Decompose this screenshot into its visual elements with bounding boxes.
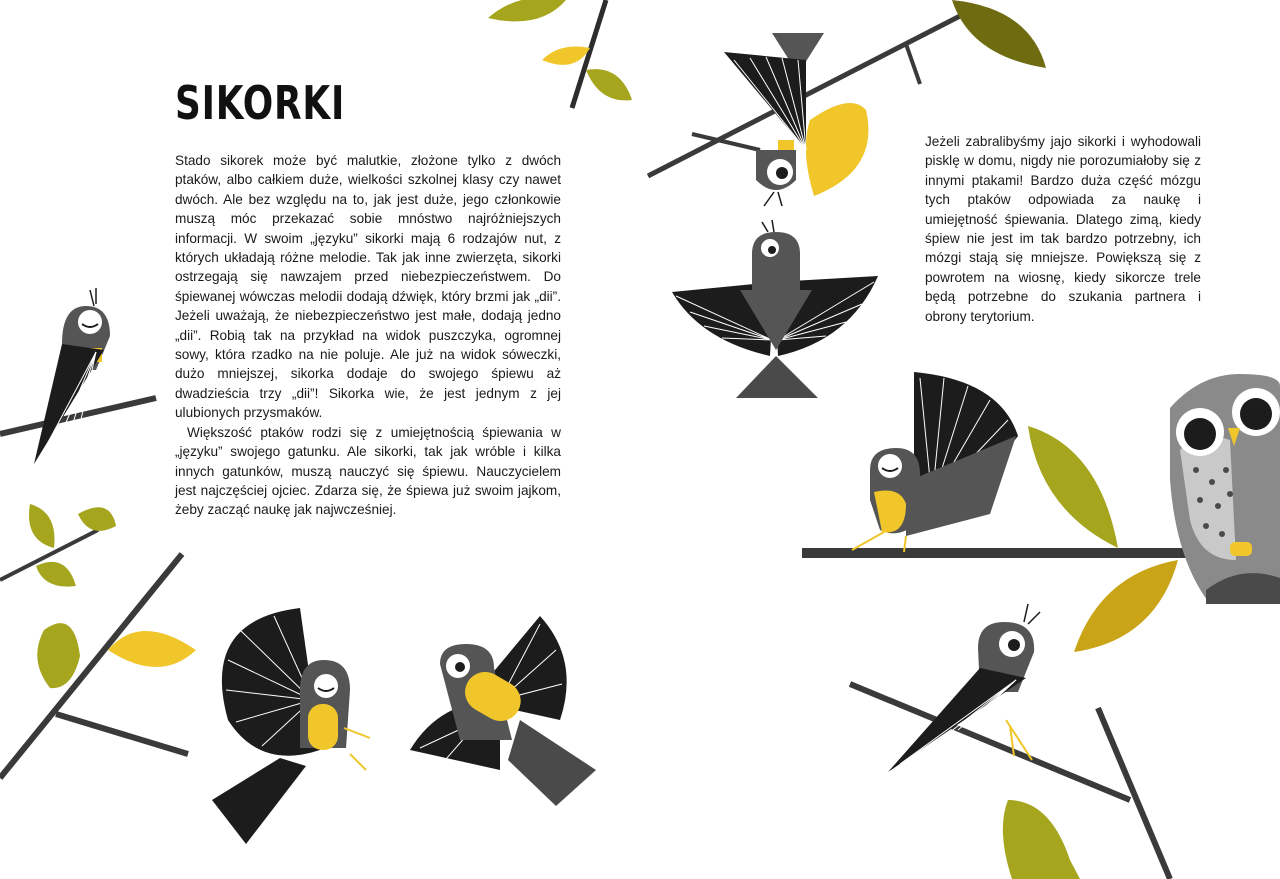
right-paragraph: Jeżeli zabralibyśmy jajo sikorki i wyhodowali pisklę w domu, nigdy nie porozumiałoby się z innymi ptakami! Bardzo duża część mózgu tych ptaków odpowiada za naukę i umiejętność śpiewania. Dlatego zimą, kiedy śpiew nie jest im tak bardzo potrzebny, ich mózgi stają się mniejsze. Powiększą się z powrotem na wiosnę, kiedy sikorcze trele będą potrzebne do szukania partnera i obrony terytorium. [925, 134, 1201, 324]
right-text-column [925, 132, 1201, 326]
bottom-right-branch [850, 684, 1170, 879]
owl [1170, 374, 1280, 604]
tit-on-lower-branch [888, 604, 1040, 772]
left-text-column [175, 151, 561, 520]
page-title: SIKORKI [175, 76, 346, 130]
tit-spread-wings [672, 220, 878, 398]
bottom-left-branch [0, 554, 196, 778]
top-branch-illustration [488, 0, 632, 108]
tit-on-branch-left [0, 288, 156, 464]
tit-hanging-upside-down [724, 33, 824, 206]
tit-on-branch-right [852, 372, 1018, 552]
left-leaf-sprig [0, 504, 116, 587]
left-paragraph-1: Stado sikorek może być malutkie, złożone tylko z dwóch ptaków, albo całkiem duże, wielkości szkolnej klasy czy nawet dwóch. Ale bez względu na to, jak jest duże, jego członkowie muszą móc przekazać sobie mnóstwo najróżniejszych informacji. W swoim „języku” sikorki mają 6 rodzajów nut, z których układają różne melodie. Tak jak inne zwierzęta, sikorki ostrzegają się nawzajem przed niebezpieczeństwem. Do śpiewanej wówczas melodii dodają dźwięk, który brzmi jak „dii”. Jeżeli uważają, że niebezpieczeństwo jest małe, dodają jedno „dii”. Robią tak na przykład na widok puszczyka, ogromnej sowy, która rzadko na nie poluje. Ale już na widok sóweczki, dużo mniejszej, sikorka dodaje do swojego śpiewu aż dwadzieścia trzy „dii”! Sikorka wie, że jest jednym z jej ulubionych przysmaków. [175, 153, 561, 421]
left-paragraph-2: Większość ptaków rodzi się z umiejętnością śpiewania w „języku” swojego gatunku. Ale sikorki, tak jak wróble i kilka innych gatunków, muszą nauczyć się śpiewu. Nauczycielem jest najczęściej ojciec. Zdarza się, że śpiewa już swoim jajkom, żeby zacząć naukę jak najwcześniej. [175, 424, 561, 518]
tits-fighting [212, 608, 596, 844]
